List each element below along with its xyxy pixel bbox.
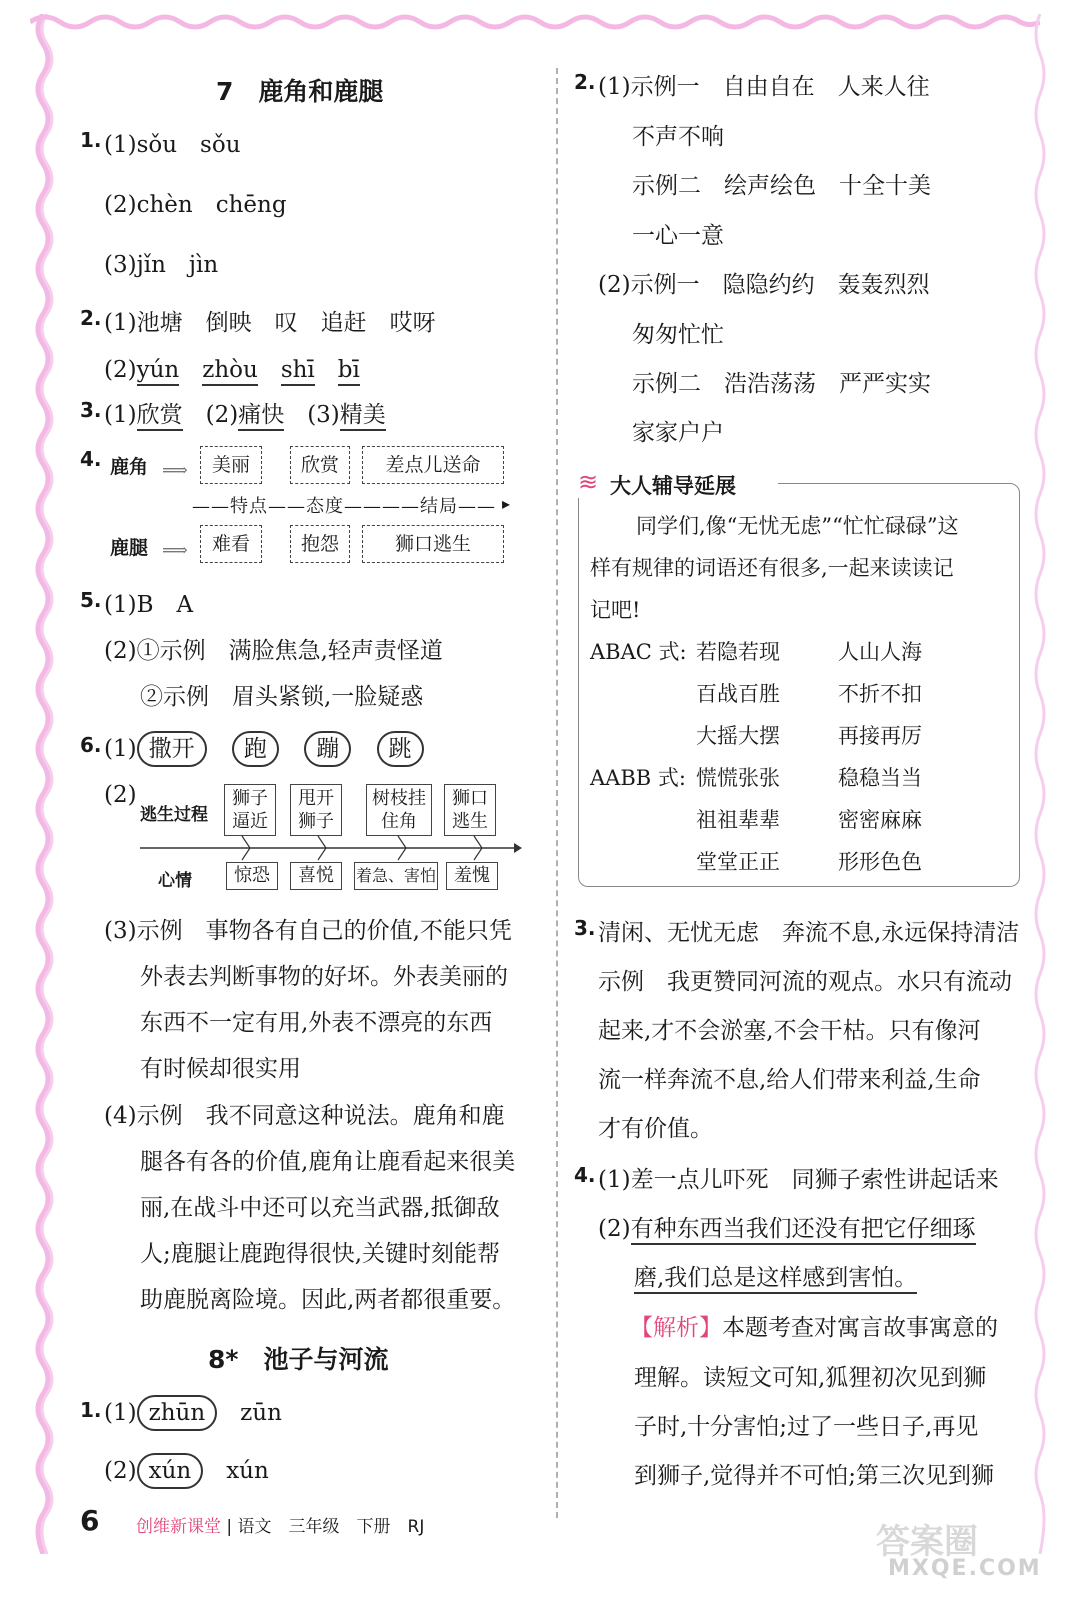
- aabb-2b: 密密麻麻: [838, 808, 922, 832]
- page-number: 6: [80, 1504, 100, 1537]
- r-q2-line2: 不声不响: [632, 124, 724, 150]
- column-divider: [556, 68, 558, 1518]
- wave-icon: ≋: [578, 468, 599, 496]
- r-q4-analysis-3: 子时,十分害怕;过了一些日子,再见: [634, 1414, 979, 1440]
- q6-mood-1: 惊恐: [226, 862, 278, 890]
- analysis-tag: 【解析】: [630, 1315, 722, 1341]
- r-q2-line7: 示例二 浩浩荡荡 严严实实: [632, 371, 931, 397]
- page-border-right: [1030, 14, 1050, 1554]
- brand-name: 创维新课堂: [136, 1517, 221, 1537]
- aabb-1b: 稳稳当当: [838, 766, 922, 790]
- q6-p4-line4: 人;鹿腿让鹿跑得很快,关键时刻能帮: [140, 1241, 501, 1267]
- aabb-3a: 堂堂正正: [696, 850, 780, 874]
- q4-box-beauty: 美丽: [200, 446, 262, 484]
- q4-row2-label: 鹿腿: [110, 537, 149, 559]
- abac-1a: 若隐若现: [696, 640, 780, 664]
- q6-process-2: 甩开狮子: [290, 784, 342, 836]
- q6-timeline: [138, 834, 522, 864]
- lesson-8-title: 8* 池子与河流: [208, 1345, 389, 1374]
- q6-process-label: 逃生过程: [140, 805, 208, 825]
- abac-3b: 再接再厉: [838, 724, 922, 748]
- q6-p3-line2: 外表去判断事物的好坏。外表美丽的: [140, 964, 508, 990]
- q2-number: 2.: [80, 306, 102, 330]
- q6-process-1: 狮子逼近: [224, 784, 276, 836]
- r-q4-analysis-1: 【解析】本题考查对寓言故事寓意的: [630, 1315, 998, 1341]
- q6-p4-line3: 丽,在战斗中还可以充当武器,抵御敌: [140, 1195, 500, 1221]
- q6-p4-line1: (4)示例 我不同意这种说法。鹿角和鹿: [104, 1103, 505, 1129]
- q6-mood-2: 喜悦: [290, 862, 342, 890]
- aabb-2a: 祖祖辈辈: [696, 808, 780, 832]
- q1-line2: (2)chèn chēng: [104, 192, 287, 218]
- r-q3-line5: 才有价值。: [598, 1116, 713, 1142]
- q2-line1: (1)池塘 倒映 叹 追赶 哎呀: [104, 310, 436, 336]
- aabb-1a: 慌慌张张: [696, 766, 780, 790]
- q3-answers: (1)欣赏 (2)痛快 (3)精美: [104, 396, 386, 429]
- q3-number: 3.: [80, 398, 102, 422]
- r-q2-line8: 家家户户: [632, 420, 724, 446]
- extension-intro-3: 记吧!: [590, 598, 641, 622]
- q5-line3: ②示例 眉头紧锁,一脸疑惑: [140, 684, 424, 710]
- extension-intro-2: 样有规律的词语还有很多,一起来读读记: [590, 556, 954, 580]
- q8-1-number: 1.: [80, 1398, 102, 1422]
- q8-1-line1: (1) zhūn zūn: [104, 1394, 282, 1431]
- q6-part1: (1) 撒开 跑 蹦 跳: [104, 731, 424, 767]
- r-q4-line3: 磨,我们总是这样感到害怕。: [634, 1259, 917, 1292]
- r-q2-line3: 示例二 绘声绘色 十全十美: [632, 173, 931, 199]
- r-q3-number: 3.: [574, 916, 596, 940]
- r-q3-line1: 清闲、无忧无虑 奔流不息,永远保持清洁: [598, 920, 1020, 946]
- q6-p3-line4: 有时候却很实用: [140, 1056, 301, 1082]
- q4-number: 4.: [80, 447, 102, 471]
- q6-mood-4: 羞愧: [446, 862, 498, 890]
- q1-line1: (1)sǒu sǒu: [104, 132, 241, 158]
- q1-line3: (3)jǐn jìn: [104, 252, 219, 278]
- q4-arrow-1: ⟹: [162, 460, 188, 481]
- page-border-left: [30, 14, 56, 1554]
- q6-p3-line3: 东西不一定有用,外表不漂亮的东西: [140, 1010, 493, 1036]
- r-q3-line4: 流一样奔流不息,给人们带来利益,生命: [598, 1067, 981, 1093]
- q6-mood-3: 着急、害怕: [354, 862, 438, 890]
- q6-number: 6.: [80, 733, 102, 757]
- r-q2-number: 2.: [574, 70, 596, 94]
- watermark-url: MXQE.COM: [888, 1556, 1042, 1581]
- abac-3a: 大摇大摆: [696, 724, 780, 748]
- q1-number: 1.: [80, 128, 102, 152]
- r-q2-line4: 一心一意: [632, 223, 724, 249]
- q6-p4-line5: 助鹿脱离险境。因此,两者都很重要。: [140, 1287, 516, 1313]
- page-border-top: [30, 10, 1040, 34]
- r-q4-line1: (1)差一点儿吓死 同狮子索性讲起话来: [598, 1167, 999, 1193]
- q5-number: 5.: [80, 588, 102, 612]
- extension-intro-1: 同学们,像“无忧无虑”“忙忙碌碌”这: [636, 514, 959, 538]
- r-q3-line3: 起来,才不会淤塞,不会干枯。只有像河: [598, 1018, 981, 1044]
- q4-axis-label: ——特点——态度————结局——: [192, 496, 496, 517]
- q4-box-complain: 抱怨: [290, 525, 350, 563]
- abac-2a: 百战百胜: [696, 682, 780, 706]
- q4-box-ugly: 难看: [200, 525, 262, 563]
- watermark-logo: 答案圈: [876, 1522, 978, 1562]
- abac-1b: 人山人海: [838, 640, 922, 664]
- q6-p4-line2: 腿各有各的价值,鹿角让鹿看起来很美: [140, 1149, 516, 1175]
- q6-process-4: 狮口逃生: [444, 784, 496, 836]
- q8-1-line2: (2) xún xún: [104, 1452, 269, 1489]
- aabb-3b: 形形色色: [838, 850, 922, 874]
- q6-p3-line1: (3)示例 事物各有自己的价值,不能只凭: [104, 918, 512, 944]
- extension-title: 大人辅导延展: [610, 474, 736, 498]
- q4-axis-arrow: ▸: [502, 494, 511, 513]
- q4-box-escape: 狮口逃生: [362, 525, 504, 563]
- r-q4-analysis-2: 理解。读短文可知,狐狸初次见到狮: [634, 1365, 987, 1391]
- aabb-label: AABB 式:: [590, 766, 686, 790]
- q5-line2: (2)①示例 满脸焦急,轻声责怪道: [104, 638, 443, 664]
- r-q3-line2: 示例 我更赞同河流的观点。水只有流动: [598, 969, 1012, 995]
- r-q2-line1: (1)示例一 自由自在 人来人往: [598, 74, 930, 100]
- r-q4-analysis-4: 到狮子,觉得并不可怕;第三次见到狮: [634, 1463, 995, 1489]
- q6-mood-label: 心情: [158, 871, 192, 891]
- r-q4-number: 4.: [574, 1163, 596, 1187]
- q5-line1: (1)B A: [104, 592, 194, 618]
- r-q2-line6: 匆匆忙忙: [632, 322, 724, 348]
- footer-info: 创维新课堂 | 语文 三年级 下册 RJ: [136, 1517, 425, 1537]
- lesson-7-title: 7 鹿角和鹿腿: [216, 77, 384, 106]
- r-q2-line5: (2)示例一 隐隐约约 轰轰烈烈: [598, 272, 930, 298]
- q4-box-admire: 欣赏: [290, 446, 350, 484]
- abac-label: ABAC 式:: [590, 640, 687, 664]
- q4-row1-label: 鹿角: [110, 456, 149, 478]
- q6-process-3: 树枝挂住角: [366, 784, 432, 836]
- q6-part2-label: (2): [104, 782, 137, 808]
- r-q4-line2: (2)有种东西当我们还没有把它仔细琢: [598, 1210, 976, 1243]
- abac-2b: 不折不扣: [838, 682, 922, 706]
- q2-line2: (2)yún zhòu shī bī: [104, 351, 360, 384]
- q4-box-near-death: 差点儿送命: [362, 446, 504, 484]
- q4-arrow-2: ⟹: [162, 540, 188, 561]
- extension-box: [578, 483, 1020, 887]
